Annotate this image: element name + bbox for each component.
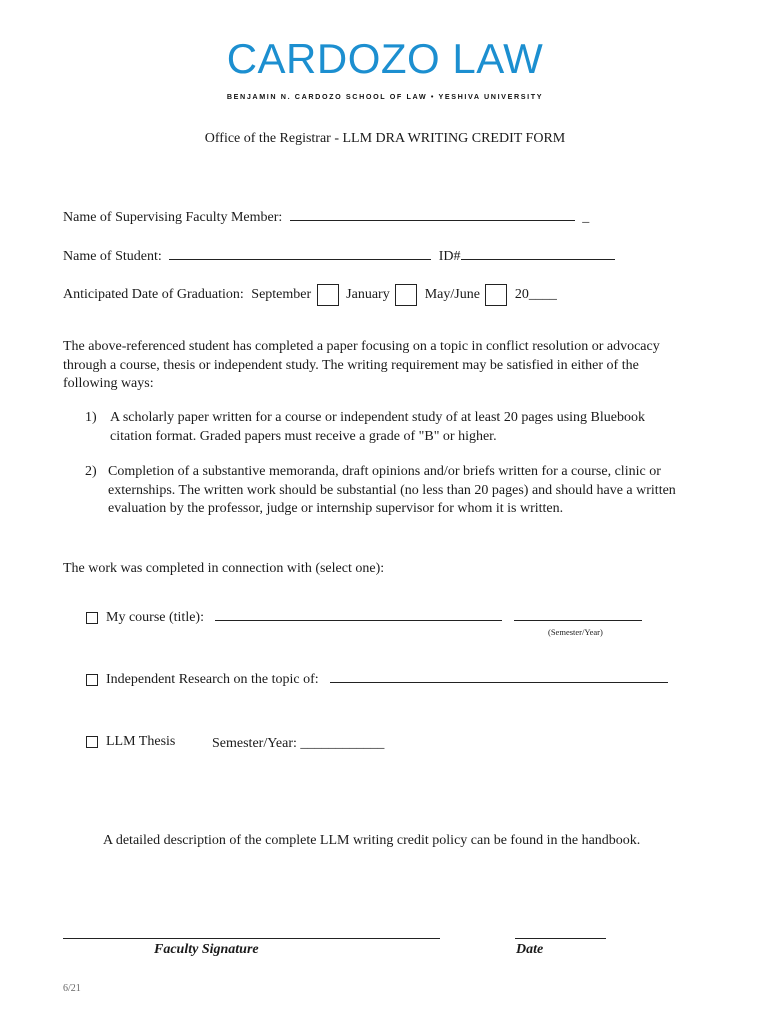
way-number: 2)	[85, 464, 97, 479]
date-line[interactable]	[515, 938, 606, 939]
graduation-year-field[interactable]: ____	[528, 287, 557, 303]
footer-revision: 6/21	[63, 983, 81, 994]
research-checkbox[interactable]	[86, 674, 98, 686]
thesis-option-row	[86, 734, 175, 750]
date-label: Date	[516, 942, 544, 957]
faculty-row	[63, 207, 589, 226]
faculty-tail: _	[582, 210, 590, 225]
january-checkbox[interactable]	[395, 284, 417, 306]
course-label: My course (title):	[106, 610, 204, 625]
thesis-checkbox[interactable]	[86, 736, 98, 748]
thesis-semester-row	[212, 736, 384, 752]
student-name-field[interactable]	[169, 246, 431, 260]
way-number: 1)	[85, 410, 97, 425]
faculty-name-field[interactable]	[290, 207, 575, 221]
option-january: January	[346, 287, 390, 303]
logo-subtitle: BENJAMIN N. CARDOZO SCHOOL OF LAW • YESHIVA UNIVERSITY	[226, 92, 544, 101]
cardozo-law-logo: CARDOZO LAW	[226, 35, 544, 82]
year-prefix: 20	[514, 287, 529, 303]
research-option-row	[86, 669, 668, 688]
semester-year-note: (Semester/Year)	[548, 627, 603, 637]
student-label: Name of Student:	[63, 249, 162, 264]
faculty-signature-label: Faculty Signature	[154, 942, 259, 957]
option-mayjune: May/June	[424, 287, 480, 303]
course-title-field[interactable]	[215, 607, 502, 621]
intro-paragraph: The above-referenced student has completed a paper focusing on a topic in conflict resolution or advocacy through a course, thesis or independent study. The writing requirement may be satisfied in either of the following ways:	[63, 339, 660, 391]
thesis-semester-field[interactable]: ____________	[300, 736, 385, 751]
select-prompt: The work was completed in connection with (select one):	[63, 561, 385, 576]
graduation-label: Anticipated Date of Graduation:	[63, 287, 244, 303]
september-checkbox[interactable]	[317, 284, 339, 306]
form-title: Office of the Registrar - LLM DRA WRITING CREDIT FORM	[204, 131, 566, 146]
option-september: September	[251, 287, 312, 303]
course-option-row	[86, 607, 642, 626]
way-text: Completion of a substantive memoranda, draft opinions and/or briefs written for a course, clinic or externships. The written work should be substantial (no less than 20 pages) and should have a written evaluation by the professor, judge or internship supervisor for whom it is written.	[108, 464, 676, 516]
mayjune-checkbox[interactable]	[485, 284, 507, 306]
course-checkbox[interactable]	[86, 612, 98, 624]
student-id-field[interactable]	[461, 246, 615, 260]
faculty-signature-line[interactable]	[63, 938, 440, 939]
research-label: Independent Research on the topic of:	[106, 672, 319, 687]
id-label: ID#	[438, 249, 461, 264]
way-text: A scholarly paper written for a course or independent study of at least 20 pages using Bluebook citation format. Graded papers must receive a grade of "B" or higher.	[110, 410, 645, 444]
faculty-label: Name of Supervising Faculty Member:	[63, 210, 283, 225]
course-semester-field[interactable]	[514, 607, 642, 621]
graduation-row	[63, 284, 557, 306]
research-topic-field[interactable]	[330, 669, 668, 683]
student-row	[63, 246, 615, 265]
handbook-note: A detailed description of the complete LLM writing credit policy can be found in the handbook.	[103, 833, 641, 848]
thesis-label: LLM Thesis	[106, 734, 176, 749]
thesis-semester-label: Semester/Year:	[212, 736, 297, 751]
